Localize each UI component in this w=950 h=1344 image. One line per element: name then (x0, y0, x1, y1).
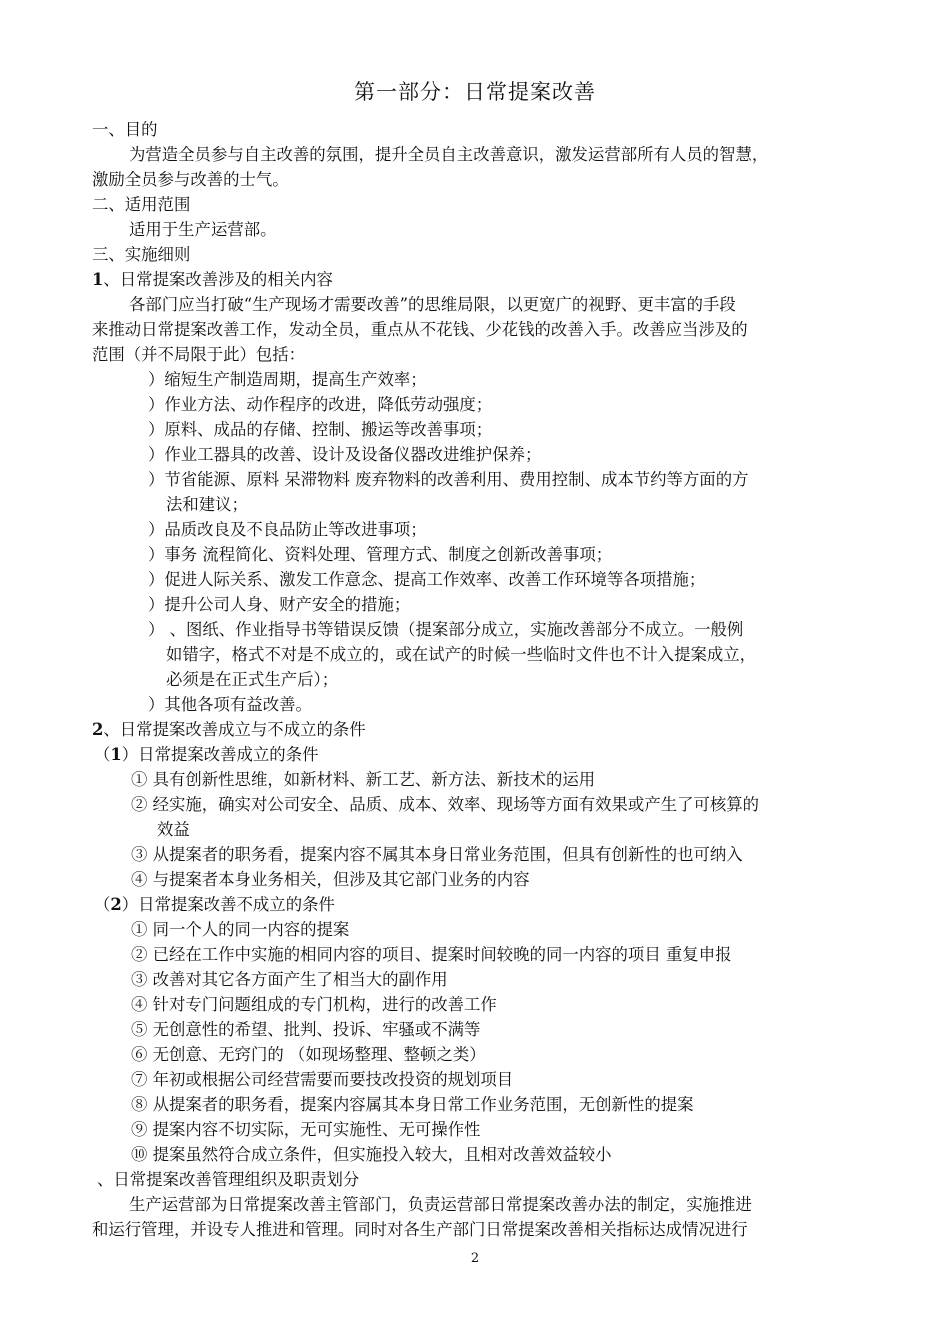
list-item: ）节省能源、原料 呆滞物料 废弃物料的改善利用、费用控制、成本节约等方面的方 (148, 470, 749, 489)
condition-item: ⑦ 年初或根据公司经营需要而要技改投资的规划项目 (131, 1070, 514, 1089)
condition-item-continuation: 效益 (157, 820, 190, 839)
condition-title: ）日常提案改善不成立的条件 (121, 895, 335, 914)
paren-open: （ (94, 745, 111, 764)
condition-item: ③ 从提案者的职务看，提案内容不属其本身日常业务范围，但具有创新性的也可纳入 (131, 845, 743, 864)
list-item-continuation: 如错字，格式不对是不成立的，或在试产的时候一些临时文件也不计入提案成立， (166, 645, 757, 664)
condition-item: ⑨ 提案内容不切实际，无可实施性、无可操作性 (131, 1120, 481, 1139)
subsection-title: 、日常提案改善涉及的相关内容 (103, 270, 333, 289)
condition-item: ⑥ 无创意、无窍门的 （如现场整理、整顿之类） (131, 1045, 486, 1064)
purpose-text-line-1: 为营造全员参与自主改善的氛围，提升全员自主改善意识，激发运营部所有人员的智慧， (129, 145, 769, 164)
scope-text: 适用于生产运营部。 (129, 220, 277, 239)
list-item: ）原料、成品的存储、控制、搬运等改善事项； (148, 420, 493, 439)
subsection-heading-3: 、日常提案改善管理组织及职责划分 (97, 1170, 360, 1189)
condition-item: ② 经实施，确实对公司安全、品质、成本、效率、现场等方面有效果或产生了可核算的 (131, 795, 760, 814)
subsection-heading-1 (92, 268, 333, 292)
list-item: ）作业方法、动作程序的改进，降低劳动强度； (148, 395, 493, 414)
condition-number: 1 (110, 745, 122, 764)
condition-item: ① 同一个人的同一内容的提案 (131, 920, 350, 939)
condition-item: ① 具有创新性思维，如新材料、新工艺、新方法、新技术的运用 (131, 770, 596, 789)
list-item: ）作业工器具的改善、设计及设备仪器改进维护保养； (148, 445, 542, 464)
list-item: ）品质改良及不良品防止等改进事项； (148, 520, 427, 539)
list-item-continuation: 法和建议； (166, 495, 248, 514)
condition-item: ⑧ 从提案者的职务看，提案内容属其本身日常工作业务范围，无创新性的提案 (131, 1095, 694, 1114)
condition-title: ）日常提案改善成立的条件 (121, 745, 319, 764)
subsection-number: 1 (92, 270, 104, 289)
list-item: ）事务 流程简化、资料处理、管理方式、制度之创新改善事项； (148, 545, 613, 564)
condition-heading-invalid (94, 893, 335, 917)
condition-item: ④ 与提案者本身业务相关，但涉及其它部门业务的内容 (131, 870, 530, 889)
purpose-text-line-2: 激励全员参与改善的士气。 (92, 170, 289, 189)
condition-heading-valid (94, 743, 318, 767)
list-item: ）提升公司人身、财产安全的措施； (148, 595, 411, 614)
paren-open: （ (94, 895, 111, 914)
condition-item: ⑤ 无创意性的希望、批判、投诉、牢骚或不满等 (131, 1020, 481, 1039)
list-item: ）其他各项有益改善。 (148, 695, 312, 714)
list-item: ）促进人际关系、激发工作意念、提高工作效率、改善工作环境等各项措施； (148, 570, 706, 589)
page-number: 2 (470, 1251, 480, 1266)
condition-number: 2 (110, 895, 122, 914)
subsection-heading-2 (92, 718, 366, 742)
condition-item: ⑩ 提案虽然符合成立条件，但实施投入较大，且相对改善效益较小 (131, 1145, 612, 1164)
section-heading-scope: 二、适用范围 (92, 195, 191, 214)
list-item: ）缩短生产制造周期，提高生产效率； (148, 370, 427, 389)
org-text-line-1: 生产运营部为日常提案改善主管部门，负责运营部日常提案改善办法的制定，实施推进 (129, 1195, 752, 1214)
condition-item: ③ 改善对其它各方面产生了相当大的副作用 (131, 970, 448, 989)
intro-text-line-2: 来推动日常提案改善工作，发动全员，重点从不花钱、少花钱的改善入手。改善应当涉及的 (92, 320, 748, 339)
section-heading-purpose: 一、目的 (92, 120, 158, 139)
condition-item: ② 已经在工作中实施的相同内容的项目、提案时间较晚的同一内容的项目 重复申报 (131, 945, 732, 964)
subsection-title: 、日常提案改善成立与不成立的条件 (103, 720, 366, 739)
list-item-continuation: 必须是在正式生产后）； (166, 670, 339, 689)
page-title: 第一部分：日常提案改善 (354, 80, 596, 104)
intro-text-line-1: 各部门应当打破“生产现场才需要改善”的思维局限，以更宽广的视野、更丰富的手段 (129, 295, 736, 314)
subsection-number: 2 (92, 720, 104, 739)
list-item: ） 、图纸、作业指导书等错误反馈（提案部分成立，实施改善部分不成立。一般例 (148, 620, 744, 639)
condition-item: ④ 针对专门问题组成的专门机构，进行的改善工作 (131, 995, 497, 1014)
intro-text-line-3: 范围（并不局限于此）包括： (92, 345, 306, 364)
org-text-line-2: 和运行管理，并设专人推进和管理。同时对各生产部门日常提案改善相关指标达成情况进行 (92, 1220, 748, 1239)
section-heading-rules: 三、实施细则 (92, 245, 191, 264)
